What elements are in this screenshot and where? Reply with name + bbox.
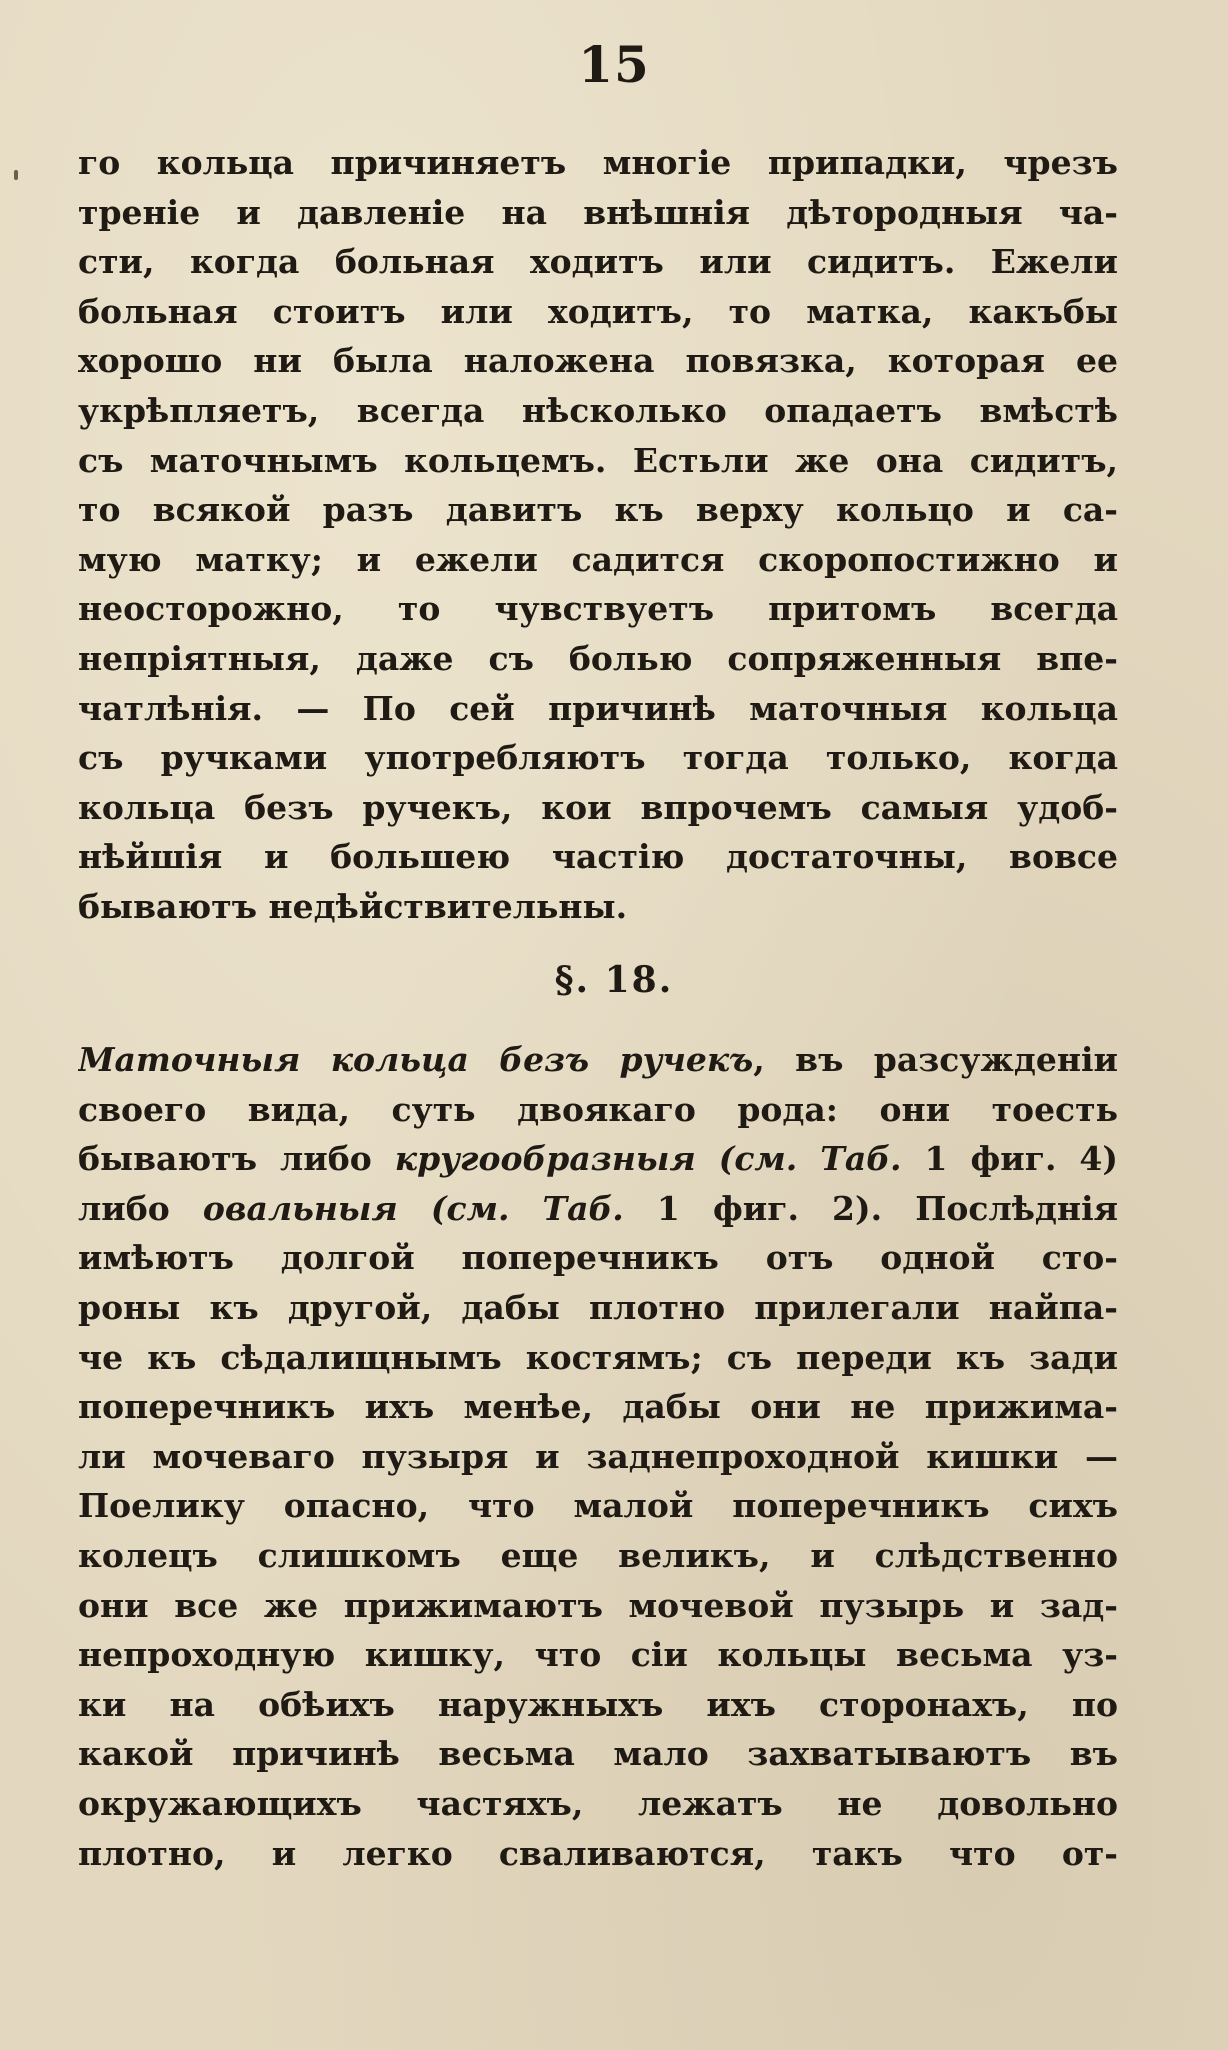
page-number: 15	[578, 35, 650, 94]
text-line: плотно, и легко сваливаются, такъ что от-	[78, 1833, 1118, 1873]
text-line: роны къ другой, дабы плотно прилегали найпа-	[78, 1287, 1118, 1327]
text-line: поперечникъ ихъ менѣе, дабы они не прижима-	[78, 1387, 1118, 1427]
text-line: че къ сѣдалищнымъ костямъ; съ переди къ зади	[78, 1337, 1118, 1377]
text-line: го кольца причиняетъ многie припадки, чрезъ	[78, 143, 1118, 182]
text-line: то всякой разъ давитъ къ верху кольцо и са-	[78, 490, 1118, 530]
text-line: Поелику опасно, что малой поперечникъ сихъ	[78, 1486, 1118, 1526]
line-text: либо	[78, 1188, 203, 1228]
italic-term: овальныя (см. Таб.	[202, 1188, 624, 1228]
text-line: они все же прижимаютъ мочевой пузырь и зад-	[78, 1585, 1118, 1625]
text-line: непроходную кишку, что сiи кольцы весьма уз-	[78, 1635, 1118, 1675]
text-line: колецъ слишкомъ еще великъ, и слѣдственно	[78, 1535, 1118, 1575]
line-text: бываютъ либо	[78, 1139, 395, 1179]
text-line	[78, 1134, 1118, 1184]
text-line: хорошо ни была наложена повязка, которая ее	[78, 341, 1118, 381]
text-line: нѣйшiя и большею частiю достаточны, вовсе	[78, 837, 1118, 877]
text-line: бываютъ недѣйствительны.	[78, 886, 628, 926]
text-line: укрѣпляетъ, всегда нѣсколько опадаетъ вмѣстѣ	[78, 390, 1118, 430]
italic-term: кругообразныя (см. Таб.	[394, 1139, 902, 1179]
text-line: ки на обѣихъ наружныхъ ихъ сторонахъ, по	[78, 1684, 1118, 1724]
text-line: какой причинѣ весьма мало захватываютъ въ	[78, 1734, 1118, 1774]
text-line: своего вида, суть двоякаго рода: они тоесть	[78, 1089, 1118, 1129]
text-line: съ маточнымъ кольцемъ. Естьли же она сидитъ,	[78, 440, 1118, 480]
italic-term: Маточныя кольца безъ ручекъ	[78, 1040, 754, 1079]
text-line: имѣютъ долгой поперечникъ отъ одной сто-	[78, 1238, 1118, 1278]
text-line: непрiятныя, даже съ болью сопряженныя впе-	[78, 638, 1118, 678]
text-line: окружающихъ частяхъ, лежатъ не довольно	[78, 1783, 1118, 1823]
line-text: , въ разсужденiи	[753, 1040, 1118, 1079]
section-heading: §. 18.	[554, 959, 674, 1001]
text-line: тренie и давленie на внѣшнiя дѣтородныя ча-	[78, 192, 1118, 232]
text-line: съ ручками употребляютъ тогда только, когда	[78, 738, 1118, 778]
text-line: больная стоитъ или ходитъ, то матка, какъбы	[78, 291, 1118, 331]
text-line	[78, 1035, 1118, 1085]
text-line: ли мочеваго пузыря и заднепроходной кишки —	[78, 1436, 1118, 1476]
paragraph-section-18	[78, 1035, 1118, 1878]
text-line	[78, 1184, 1118, 1234]
line-text: 1 фиг. 4)	[901, 1139, 1118, 1179]
text-line: мую матку; и ежели садится скоропостижно и	[78, 539, 1118, 579]
line-text: 1 фиг. 2). Послѣднiя	[623, 1188, 1118, 1228]
margin-speck	[14, 170, 18, 180]
text-line: сти, когда больная ходитъ или сидитъ. Ежели	[78, 242, 1118, 282]
paragraph-continued	[78, 138, 1118, 932]
text-line: кольца безъ ручекъ, кои впрочемъ самыя удоб-	[78, 787, 1118, 827]
text-line: неосторожно, то чувствуетъ притомъ всегда	[78, 589, 1118, 629]
text-line: чатлѣнiя. — По сей причинѣ маточныя кольца	[78, 688, 1118, 728]
